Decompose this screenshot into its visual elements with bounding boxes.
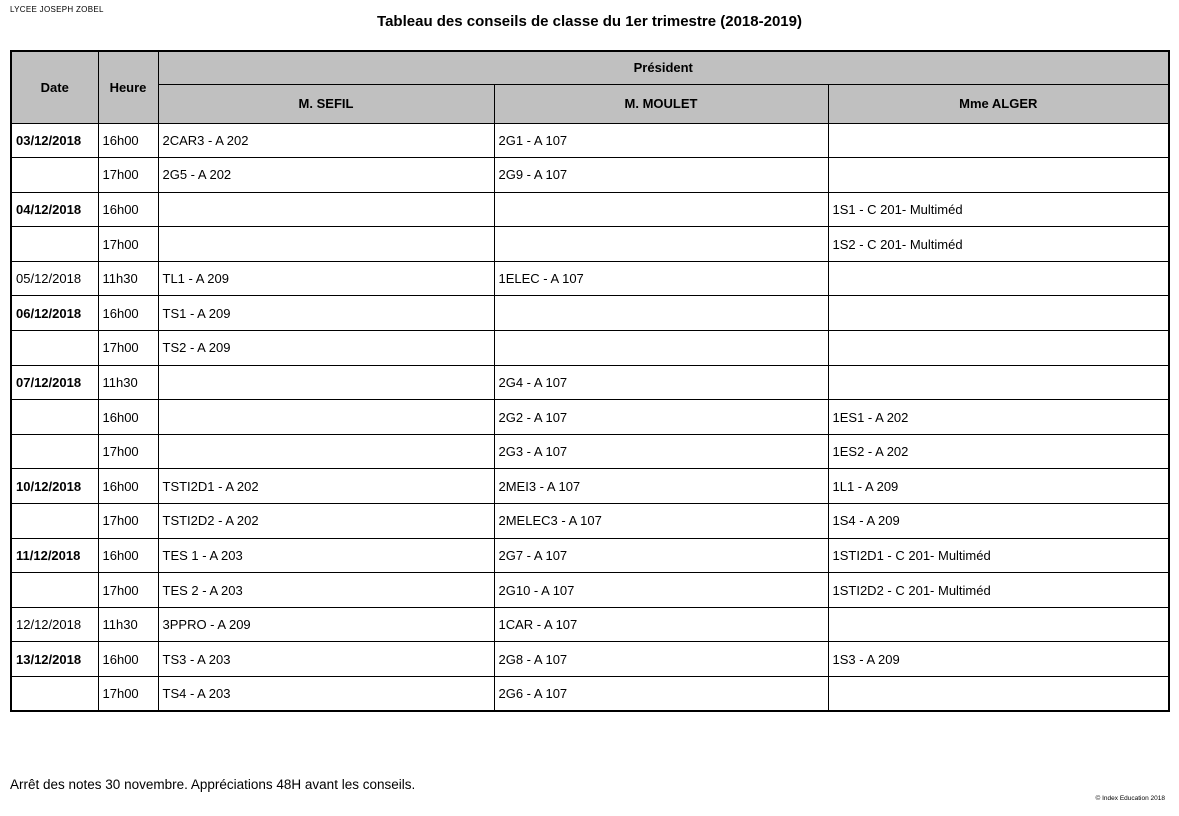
table-row: [11, 261, 1169, 296]
header-row-president: [11, 51, 1169, 84]
alger-cell: [828, 331, 1169, 366]
alger-cell: 1ES2 - A 202: [828, 434, 1169, 469]
date-cell: 11/12/2018: [11, 538, 98, 573]
table-row: [11, 642, 1169, 677]
alger-cell: [828, 365, 1169, 400]
alger-cell: [828, 607, 1169, 642]
date-cell: [11, 434, 98, 469]
sefil-cell: [158, 400, 494, 435]
table-row: [11, 434, 1169, 469]
heure-cell: 16h00: [98, 642, 158, 677]
table-row: [11, 158, 1169, 193]
sefil-cell: [158, 365, 494, 400]
table-row: [11, 192, 1169, 227]
date-cell: [11, 573, 98, 608]
moulet-cell: 2G2 - A 107: [494, 400, 828, 435]
alger-cell: 1S4 - A 209: [828, 504, 1169, 539]
sefil-cell: TS3 - A 203: [158, 642, 494, 677]
moulet-cell: 2G3 - A 107: [494, 434, 828, 469]
schedule-table-body: [11, 123, 1169, 711]
sefil-cell: TS2 - A 209: [158, 331, 494, 366]
date-cell: [11, 504, 98, 539]
date-cell: 04/12/2018: [11, 192, 98, 227]
date-cell: [11, 677, 98, 712]
moulet-cell: [494, 331, 828, 366]
president-group-header: Président: [158, 51, 1169, 84]
president-alger-header: Mme ALGER: [828, 84, 1169, 123]
table-row: [11, 469, 1169, 504]
alger-cell: [828, 158, 1169, 193]
moulet-cell: 2MELEC3 - A 107: [494, 504, 828, 539]
date-cell: [11, 400, 98, 435]
table-row: [11, 400, 1169, 435]
heure-cell: 17h00: [98, 227, 158, 262]
moulet-cell: 2G9 - A 107: [494, 158, 828, 193]
alger-cell: [828, 296, 1169, 331]
alger-cell: 1STI2D1 - C 201- Multiméd: [828, 538, 1169, 573]
table-row: [11, 365, 1169, 400]
moulet-cell: 2G6 - A 107: [494, 677, 828, 712]
date-cell: 12/12/2018: [11, 607, 98, 642]
sefil-cell: TSTI2D1 - A 202: [158, 469, 494, 504]
sefil-cell: TL1 - A 209: [158, 261, 494, 296]
footnote: Arrêt des notes 30 novembre. Appréciations 48H avant les conseils.: [10, 777, 416, 792]
table-row: [11, 607, 1169, 642]
moulet-cell: 2G10 - A 107: [494, 573, 828, 608]
heure-cell: 17h00: [98, 677, 158, 712]
table-row: [11, 573, 1169, 608]
date-column-header: Date: [11, 51, 98, 123]
copyright: © Index Education 2018: [1095, 795, 1165, 802]
schedule-table-header: [11, 51, 1169, 123]
moulet-cell: 2G8 - A 107: [494, 642, 828, 677]
table-row: [11, 331, 1169, 366]
moulet-cell: 2G4 - A 107: [494, 365, 828, 400]
date-cell: [11, 331, 98, 366]
moulet-cell: [494, 296, 828, 331]
president-moulet-header: M. MOULET: [494, 84, 828, 123]
header-row-names: [11, 84, 1169, 123]
moulet-cell: [494, 192, 828, 227]
sefil-cell: 3PPRO - A 209: [158, 607, 494, 642]
sefil-cell: TES 1 - A 203: [158, 538, 494, 573]
heure-cell: 16h00: [98, 192, 158, 227]
sefil-cell: 2G5 - A 202: [158, 158, 494, 193]
date-cell: 10/12/2018: [11, 469, 98, 504]
table-row: [11, 538, 1169, 573]
heure-cell: 17h00: [98, 434, 158, 469]
sefil-cell: TSTI2D2 - A 202: [158, 504, 494, 539]
alger-cell: 1S2 - C 201- Multiméd: [828, 227, 1169, 262]
heure-cell: 16h00: [98, 296, 158, 331]
alger-cell: 1ES1 - A 202: [828, 400, 1169, 435]
table-row: [11, 504, 1169, 539]
alger-cell: 1L1 - A 209: [828, 469, 1169, 504]
date-cell: 13/12/2018: [11, 642, 98, 677]
heure-cell: 16h00: [98, 538, 158, 573]
date-cell: [11, 158, 98, 193]
heure-cell: 17h00: [98, 573, 158, 608]
alger-cell: [828, 677, 1169, 712]
heure-cell: 16h00: [98, 123, 158, 158]
moulet-cell: 1ELEC - A 107: [494, 261, 828, 296]
alger-cell: 1S1 - C 201- Multiméd: [828, 192, 1169, 227]
table-row: [11, 296, 1169, 331]
heure-cell: 17h00: [98, 158, 158, 193]
date-cell: 05/12/2018: [11, 261, 98, 296]
date-cell: 06/12/2018: [11, 296, 98, 331]
date-cell: [11, 227, 98, 262]
heure-cell: 11h30: [98, 365, 158, 400]
page-title: Tableau des conseils de classe du 1er trimestre (2018-2019): [377, 13, 802, 30]
sefil-cell: TS4 - A 203: [158, 677, 494, 712]
table-row: [11, 677, 1169, 712]
schedule-table: [10, 50, 1170, 712]
sefil-cell: TS1 - A 209: [158, 296, 494, 331]
moulet-cell: 2MEI3 - A 107: [494, 469, 828, 504]
moulet-cell: 2G7 - A 107: [494, 538, 828, 573]
heure-cell: 11h30: [98, 261, 158, 296]
alger-cell: 1STI2D2 - C 201- Multiméd: [828, 573, 1169, 608]
heure-cell: 16h00: [98, 400, 158, 435]
sefil-cell: [158, 227, 494, 262]
sefil-cell: 2CAR3 - A 202: [158, 123, 494, 158]
alger-cell: [828, 123, 1169, 158]
table-row: [11, 227, 1169, 262]
heure-cell: 16h00: [98, 469, 158, 504]
heure-cell: 11h30: [98, 607, 158, 642]
sefil-cell: TES 2 - A 203: [158, 573, 494, 608]
date-cell: 03/12/2018: [11, 123, 98, 158]
heure-column-header: Heure: [98, 51, 158, 123]
moulet-cell: [494, 227, 828, 262]
heure-cell: 17h00: [98, 331, 158, 366]
president-sefil-header: M. SEFIL: [158, 84, 494, 123]
sefil-cell: [158, 192, 494, 227]
date-cell: 07/12/2018: [11, 365, 98, 400]
alger-cell: 1S3 - A 209: [828, 642, 1169, 677]
table-row: [11, 123, 1169, 158]
moulet-cell: 1CAR - A 107: [494, 607, 828, 642]
moulet-cell: 2G1 - A 107: [494, 123, 828, 158]
school-name: LYCEE JOSEPH ZOBEL: [10, 5, 104, 14]
sefil-cell: [158, 434, 494, 469]
heure-cell: 17h00: [98, 504, 158, 539]
alger-cell: [828, 261, 1169, 296]
